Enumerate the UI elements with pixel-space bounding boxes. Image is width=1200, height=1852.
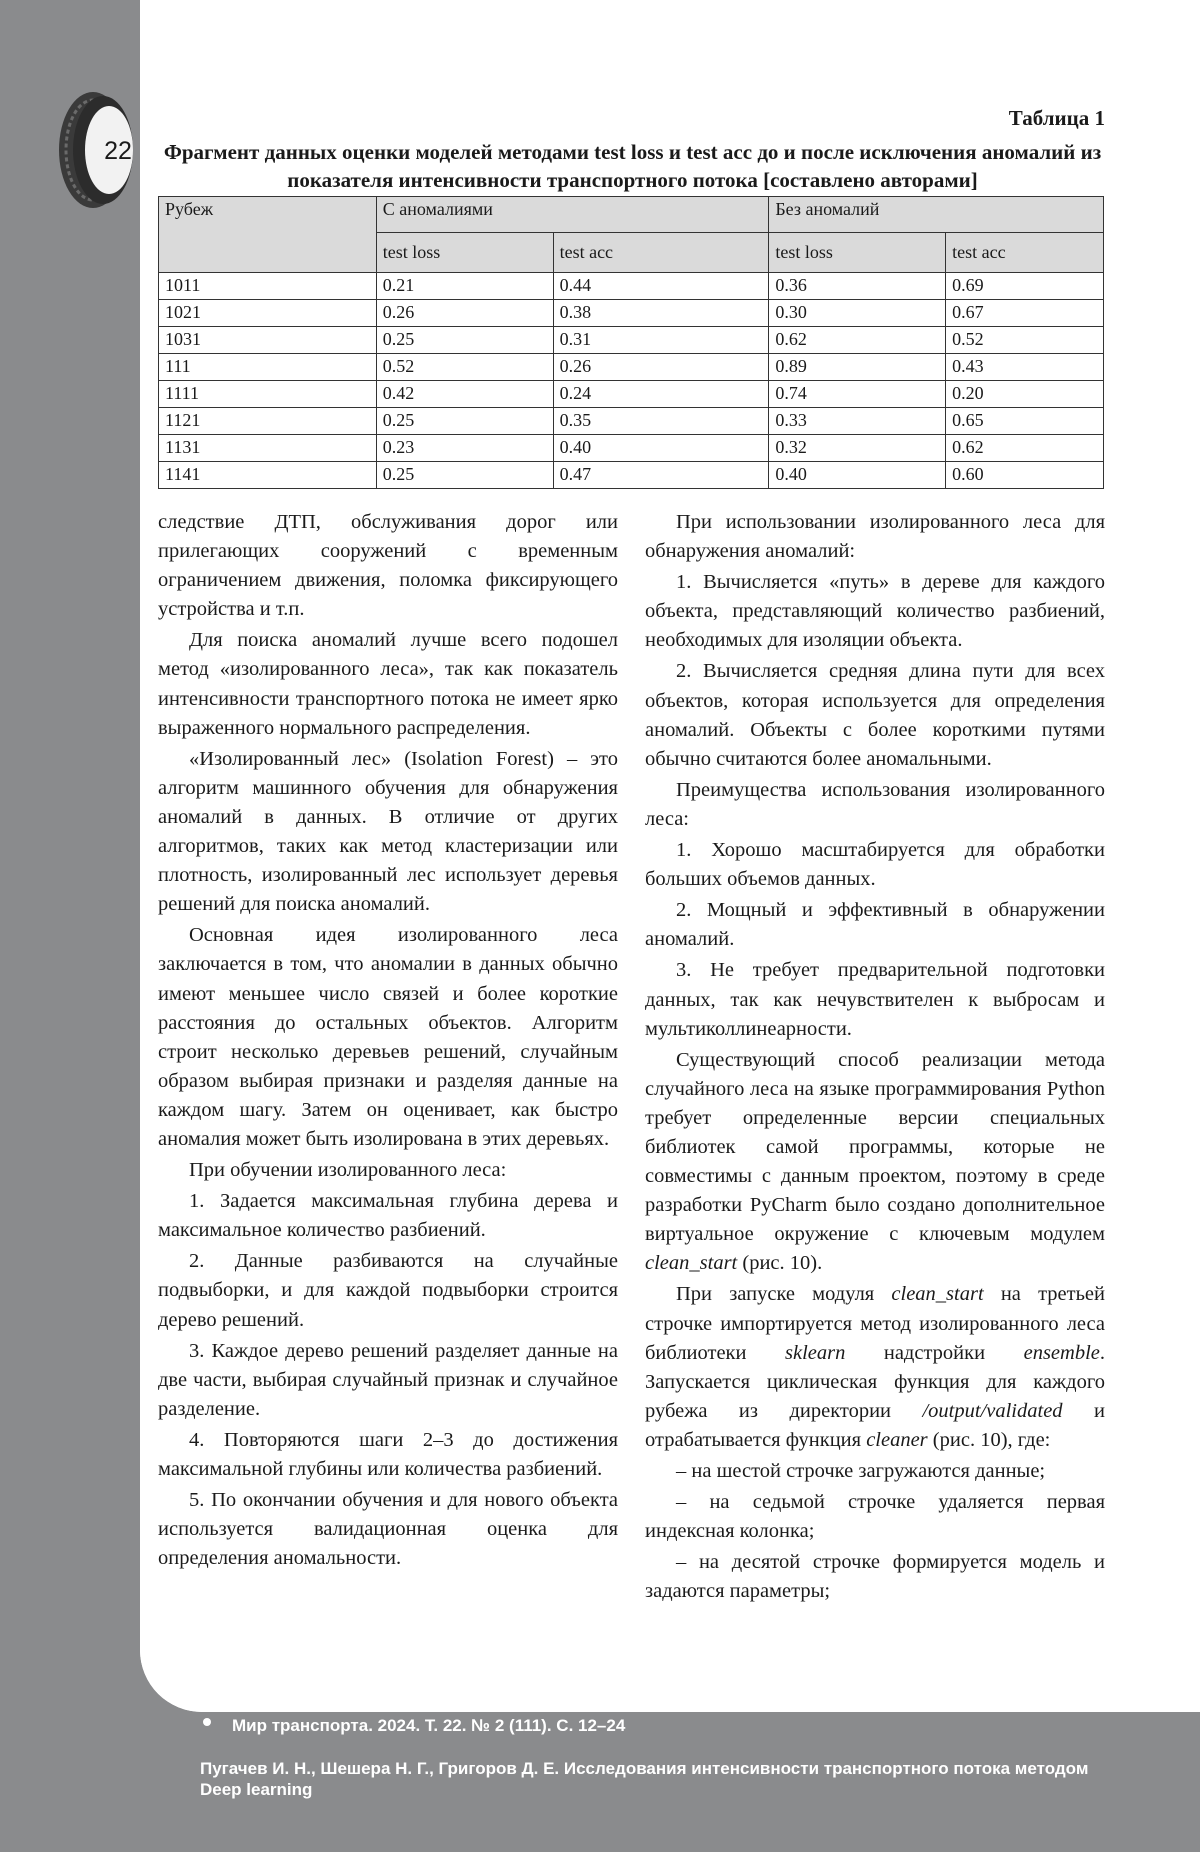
table-cell: 0.30 <box>769 300 946 327</box>
list-item: 3. Каждое дерево решений разделяет данные на две части, выбирая случайный признак и случайное разделение. <box>158 1339 618 1420</box>
table-cell: 1111 <box>159 381 377 408</box>
table-cell: 0.42 <box>376 381 553 408</box>
header-test-loss: test loss <box>376 233 553 273</box>
table-row <box>159 354 1104 381</box>
list-item: 5. По окончании обучения и для нового объекта используется валидационная оценка для определения аномальности. <box>158 1489 618 1570</box>
list-item: – на седьмой строчке удаляется первая индексная колонка; <box>645 1491 1105 1543</box>
list-item: 2. Данные разбиваются на случайные подвыборки, и для каждой подвыборки строится дерево решений. <box>158 1250 618 1331</box>
left-column <box>158 508 618 1575</box>
table-cell: 0.67 <box>946 300 1104 327</box>
text-run: При запуске модуля <box>676 1283 892 1306</box>
table-cell: 0.33 <box>769 408 946 435</box>
table-cell: 0.23 <box>376 435 553 462</box>
table-caption: Фрагмент данных оценки моделей методами test loss и test acc до и после исключения аномалий из показателя интенсивности транспортного потока [составлено авторами] <box>163 140 1102 192</box>
list-item: 1. Хорошо масштабируется для обработки больших объемов данных. <box>645 839 1105 891</box>
table-cell: 0.69 <box>946 273 1104 300</box>
table-cell: 1021 <box>159 300 377 327</box>
list-item: 3. Не требует предварительной подготовки данных, так как нечувствителен к выбросам и мультиколлинеарности. <box>645 959 1105 1040</box>
right-column <box>645 508 1105 1608</box>
table-row <box>159 273 1104 300</box>
table-cell: 0.25 <box>376 408 553 435</box>
table-cell: 0.21 <box>376 273 553 300</box>
table-cell: 0.52 <box>946 327 1104 354</box>
list-item: 1. Вычисляется «путь» в дереве для каждого объекта, представляющий количество разбиений, необходимых для изоляции объекта. <box>645 571 1105 652</box>
text-run: . Запускается циклическая функция для каждого рубежа из директории <box>645 1341 1105 1422</box>
header-test-acc: test acc <box>946 233 1104 273</box>
table-row <box>159 381 1104 408</box>
code-term: /output/validated <box>922 1399 1063 1422</box>
text-run: (рис. 10). <box>737 1252 823 1275</box>
table-cell: 0.52 <box>376 354 553 381</box>
table-cell: 0.25 <box>376 327 553 354</box>
article-authors-title: Пугачев И. Н., Шешера Н. Г., Григоров Д. Е. Исследования интенсивности транспортного потока методом Deep learning <box>200 1759 1089 1799</box>
table-cell: 0.40 <box>769 462 946 489</box>
code-term: clean_start <box>645 1252 738 1275</box>
header-rubezh: Рубеж <box>159 197 377 273</box>
table-cell: 1141 <box>159 462 377 489</box>
table-cell: 0.47 <box>553 462 769 489</box>
table-cell: 0.31 <box>553 327 769 354</box>
list-item: 4. Повторяются шаги 2–3 до достижения максимальной глубины или количества разбиений. <box>158 1428 618 1480</box>
header-test-loss: test loss <box>769 233 946 273</box>
paragraph <box>645 1046 1105 1279</box>
journal-reference <box>200 1712 625 1740</box>
code-term: ensemble <box>1023 1341 1100 1364</box>
table-cell: 0.43 <box>946 354 1104 381</box>
page-number: 22 <box>104 137 132 165</box>
table-cell: 0.38 <box>553 300 769 327</box>
table-cell: 0.74 <box>769 381 946 408</box>
text-run: надстройки <box>845 1341 1024 1364</box>
paragraph: Преимущества использования изолированного леса: <box>645 778 1105 830</box>
table-cell: 0.65 <box>946 408 1104 435</box>
header-test-acc: test acc <box>553 233 769 273</box>
header-without-anomalies: Без аномалий <box>769 197 1104 233</box>
table-cell: 0.36 <box>769 273 946 300</box>
table-cell: 0.32 <box>769 435 946 462</box>
paragraph: «Изолированный лес» (Isolation Forest) – это алгоритм машинного обучения для обнаружения аномалий в данных. В отличие от других алгоритмов, таких как метод кластеризации или плотность, изолированный лес использует деревья решений для поиска аномалий. <box>158 747 618 916</box>
table-header-row <box>159 197 1104 233</box>
text-run: и отрабатывается функция <box>645 1399 1105 1451</box>
text-run: (рис. 10), где: <box>927 1428 1051 1451</box>
paragraph: При использовании изолированного леса для обнаружения аномалий: <box>645 511 1105 563</box>
paragraph: Для поиска аномалий лучше всего подошел метод «изолированного леса», так как показатель интенсивности транспортного потока не имеет ярко выраженного нормального распределения. <box>158 629 618 739</box>
table-cell: 1131 <box>159 435 377 462</box>
paragraph: Основная идея изолированного леса заключается в том, что аномалии в данных обычно имеют меньшее число связей и более короткие расстояния до остальных объектов. Алгоритм строит несколько деревьев решений, случайным образом выбирая признаки и разделяя данные на каждом шагу. Затем он оценивает, как быстро аномалия может быть изолирована в этих деревьях. <box>158 924 618 1150</box>
table-cell: 0.62 <box>946 435 1104 462</box>
code-term: cleaner <box>866 1428 928 1451</box>
code-term: clean_start <box>891 1283 984 1306</box>
table-cell: 0.62 <box>769 327 946 354</box>
text-run: Существующий способ реализации метода случайного леса на языке программирования Python требует определенные версии специальных библиотек самой программы, которые не совместимы с данным проектом, поэтому в среде разработки PyCharm было создано дополнительное виртуальное окружение с ключевым модулем <box>645 1048 1105 1246</box>
table-row <box>159 462 1104 489</box>
table-cell: 0.24 <box>553 381 769 408</box>
list-item: 1. Задается максимальная глубина дерева и максимальное количество разбиений. <box>158 1190 618 1242</box>
table-label: Таблица 1 <box>1008 106 1105 130</box>
list-item: – на десятой строчке формируется модель и задаются параметры; <box>645 1551 1105 1603</box>
table-cell: 0.20 <box>946 381 1104 408</box>
list-item: 2. Вычисляется средняя длина пути для всех объектов, которая используется для определения аномалий. Объекты с более короткими путями обычно считаются более аномальными. <box>645 660 1105 770</box>
table-cell: 1011 <box>159 273 377 300</box>
table-cell: 1121 <box>159 408 377 435</box>
header-with-anomalies: С аномалиями <box>376 197 769 233</box>
text-run: на третьей строчке импортируется метод изолированного леса библиотеки <box>645 1283 1105 1364</box>
table-cell: 111 <box>159 354 377 381</box>
table-row <box>159 300 1104 327</box>
paragraph: следствие ДТП, обслуживания дорог или прилегающих сооружений с временным ограничением движения, поломка фиксирующего устройства и т.п. <box>158 511 618 621</box>
list-item: 2. Мощный и эффективный в обнаружении аномалий. <box>645 899 1105 951</box>
table-cell: 0.25 <box>376 462 553 489</box>
table-cell: 0.44 <box>553 273 769 300</box>
paragraph <box>645 1280 1105 1455</box>
table-cell: 1031 <box>159 327 377 354</box>
code-term: sklearn <box>785 1341 846 1364</box>
table-cell: 0.89 <box>769 354 946 381</box>
table-cell: 0.26 <box>376 300 553 327</box>
table-row <box>159 408 1104 435</box>
table-row <box>159 435 1104 462</box>
journal-reference-text: Мир транспорта. 2024. Т. 22. № 2 (111). С. 12–24 <box>232 1716 626 1735</box>
data-table <box>158 196 1104 489</box>
list-item: – на шестой строчке загружаются данные; <box>676 1460 1046 1482</box>
table-cell: 0.35 <box>553 408 769 435</box>
table-row <box>159 327 1104 354</box>
table-cell: 0.26 <box>553 354 769 381</box>
paragraph: При обучении изолированного леса: <box>189 1159 507 1182</box>
table-cell: 0.60 <box>946 462 1104 489</box>
table-cell: 0.40 <box>553 435 769 462</box>
